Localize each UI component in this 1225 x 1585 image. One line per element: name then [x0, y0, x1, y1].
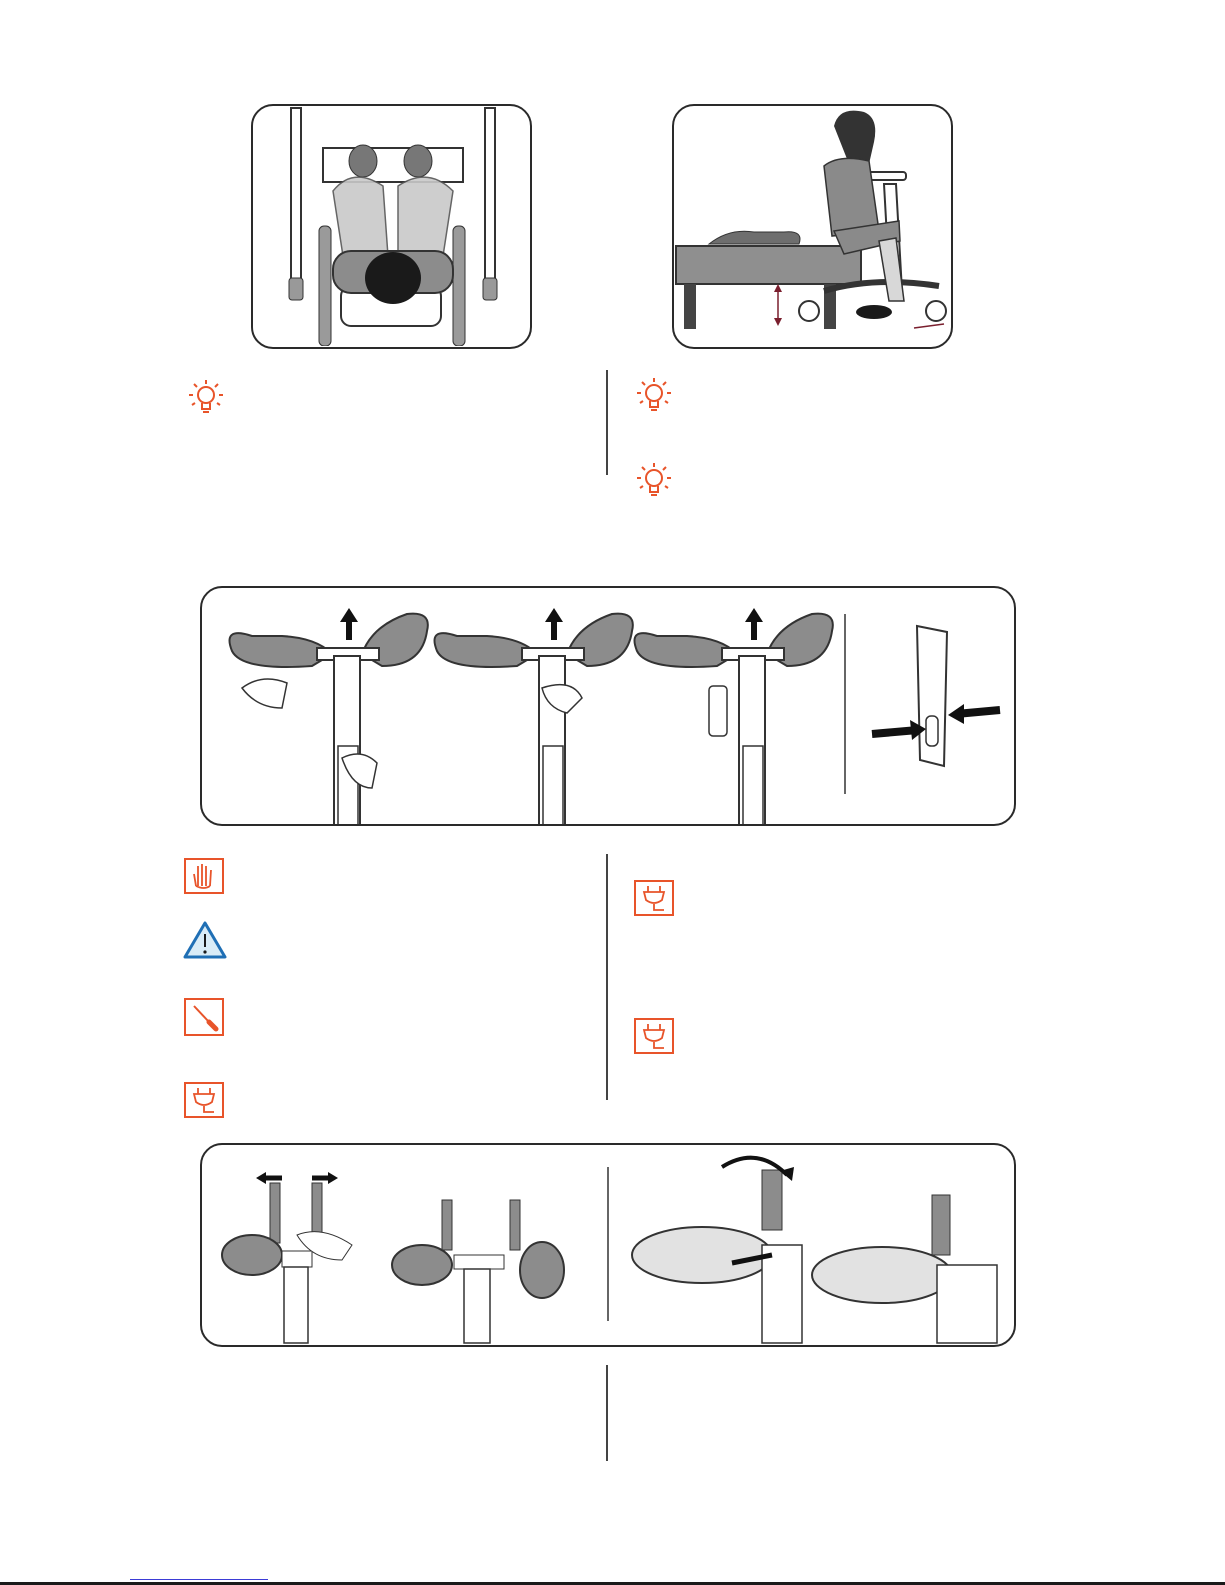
height-adjustment-illustration — [202, 588, 1014, 824]
seated-user-illustration — [674, 106, 950, 346]
column-divider — [606, 1365, 608, 1461]
hand-stop-icon — [184, 858, 224, 894]
warning-triangle-icon — [183, 920, 227, 960]
figure-seated-user-side-view — [672, 104, 953, 349]
wheelchair-illustration — [253, 106, 529, 346]
lightbulb-icon — [634, 461, 674, 501]
power-plug-icon — [184, 1082, 224, 1118]
screwdriver-icon — [184, 998, 224, 1036]
armrest-adjustment-illustration — [202, 1145, 1014, 1345]
power-plug-icon — [634, 880, 674, 916]
lightbulb-icon — [634, 376, 674, 416]
power-plug-icon — [634, 1018, 674, 1054]
figure-wheelchair-top-view — [251, 104, 532, 349]
figure-armrest-adjustment-steps — [200, 1143, 1016, 1347]
footer-link-underline[interactable] — [130, 1579, 268, 1581]
column-divider — [606, 854, 608, 1100]
column-divider — [606, 370, 608, 475]
lightbulb-icon — [186, 378, 226, 418]
figure-height-adjustment-steps — [200, 586, 1016, 826]
